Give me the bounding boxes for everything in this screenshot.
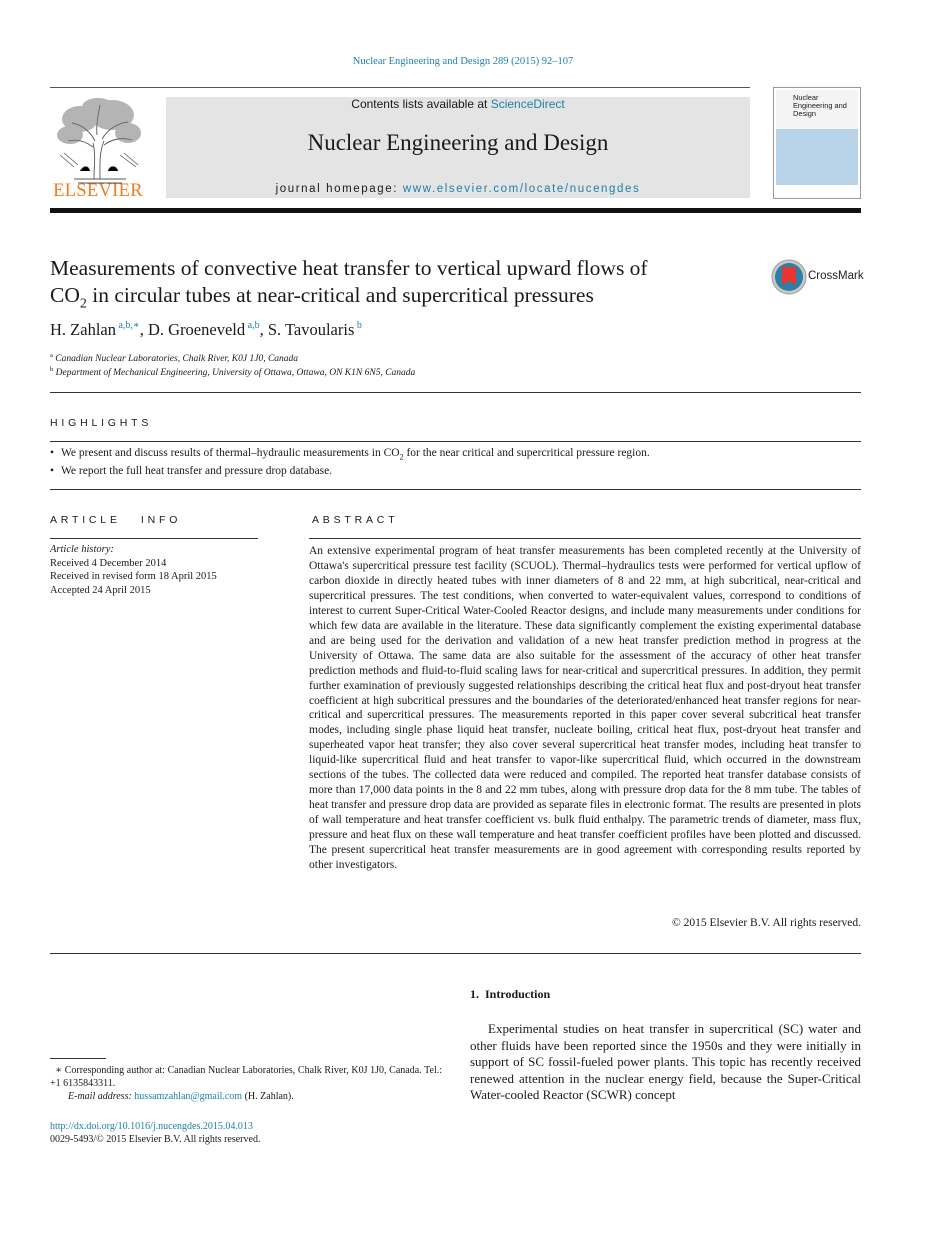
- affiliation-text: Department of Mechanical Engineering, University of Ottawa, Ottawa, ON K1N 6N5, Canada: [55, 368, 416, 378]
- divider: [50, 489, 861, 490]
- author-affiliation-marks[interactable]: b: [356, 320, 362, 331]
- footnote-marker: ∗: [55, 1065, 63, 1076]
- introduction-heading: 1. Introduction: [470, 987, 551, 1001]
- author-name: S. Tavoularis: [267, 320, 355, 339]
- cover-footer-band: [776, 186, 858, 196]
- abstract-copyright: © 2015 Elsevier B.V. All rights reserved.: [672, 917, 861, 929]
- corresponding-author-footnote: [50, 1064, 442, 1090]
- footnote-rule: [50, 1058, 106, 1059]
- contents-available-line: [166, 97, 750, 111]
- author-list: H. Zahlan $^{a,b,∗}$, D. Groeneveld $^{a,b}$, S. Tavoularis $^b$: [50, 320, 362, 339]
- divider: [50, 392, 861, 393]
- masthead-top-rule: [50, 87, 750, 88]
- divider: [50, 538, 258, 539]
- affiliation-b: [50, 366, 415, 378]
- abstract-body: An extensive experimental program of heat transfer measurements has been completed recently at the University of Ottawa's supercritical pressure test facility (SCUOL). Thermal–hydraulics tests were performed for vertical upflow of carbon dioxide in directly heated tubes with inner diameters of 8 and 22 mm, at high subcritical, near-critical and supercritical pressures. The test conditions, when converted to water-equivalent values, correspond to conditions of interest to current Super-Critical Water-Cooled Reactor designs, and include many measurements under conditions for which few data are available in the literature. These data significantly complement the existing experimental database and are being used for the derivation and validation of a new heat transfer prediction method in progress at the University of Ottawa. The same data are also suitable for the assessment of the accuracy of other heat transfer prediction methods and fluid-to-fluid scaling laws for near-critical and supercritical pressures. In addition, they permit further examination of previously suggested relationships describing the critical heat flux and post-dryout heat transfer coefficient at high subcritical pressures and the boundaries of the deteriorated/enhanced heat transfer regions for near-critical and supercritical pressures. The measurements reported in this paper cover several subcritical heat transfer modes, including single phase liquid heat transfer, nucleate boiling, critical heat flux, post-dryout heat transfer and superheated vapor heat transfer; they also cover several supercritical heat transfer modes, including heat transfer to liquid-like supercritical fluid and heat transfer to vapor-like supercritical fluid, which occurred in the downstream sections of the tubes. The collected data were reduced and compiled. The reported heat transfer database consists of more than 17,000 data points in the 8 and 22 mm tubes, along with pressure drop data for the 8 mm tube. The tables of heat transfer and pressure drop data are provided as separate files in electronic format. The results are presented in plots of wall temperature and heat transfer coefficient vs. bulk fluid enthalpy. The parametric trends of diameter, mass flux, pressure and heat flux on these wall temperature and heat transfer coefficient profiles have been plotted and discussed. The present supercritical heat transfer measurements are in good agreement with corresponding results reported by other investigators.: [309, 545, 861, 872]
- cover-image-area: [776, 129, 858, 185]
- history-received: Received 4 December 2014: [50, 557, 167, 569]
- author-affiliation-marks[interactable]: a,b: [247, 320, 260, 331]
- crossmark-label[interactable]: CrossMark: [808, 270, 864, 282]
- contents-prefix: Contents lists available at: [351, 97, 491, 111]
- affiliation-mark: a: [50, 352, 53, 359]
- article-history: [50, 543, 258, 597]
- highlights-list: [50, 446, 861, 479]
- history-accepted: Accepted 24 April 2015: [50, 584, 151, 596]
- running-head-citation[interactable]: Nuclear Engineering and Design 289 (2015) 92–107: [352, 56, 574, 67]
- title-co2-subscript: 2: [79, 296, 87, 312]
- homepage-prefix: journal homepage:: [275, 183, 403, 195]
- history-revised: Received in revised form 18 April 2015: [50, 571, 217, 582]
- divider: [50, 953, 861, 954]
- affiliation-mark: b: [50, 366, 54, 373]
- paper-title: [50, 255, 760, 317]
- affiliation-text: Canadian Nuclear Laboratories, Chalk River, K0J 1J0, Canada: [55, 354, 299, 364]
- journal-homepage-line: [166, 183, 750, 195]
- email-label: E-mail address:: [68, 1091, 135, 1102]
- journal-homepage-link[interactable]: www.elsevier.com/locate/nucengdes: [402, 183, 641, 195]
- affiliation-a: [50, 352, 298, 364]
- divider: [309, 538, 861, 539]
- email-footnote: [68, 1091, 294, 1102]
- divider: [50, 441, 861, 442]
- doi-link[interactable]: http://dx.doi.org/10.1016/j.nucengdes.2015.04.013: [50, 1121, 253, 1132]
- doi-block: [50, 1120, 260, 1146]
- introduction-body: Experimental studies on heat transfer in supercritical (SC) water and other fluids have been reported since the 1950s and they were initially in support of SC fossil-fueled power plants. This topic has recently received renewed attention in the nuclear energy field, because the Super-Critical Water-cooled Reactor (SCWR) concept: [470, 1021, 861, 1103]
- author-affiliation-marks[interactable]: a,b,∗: [118, 320, 140, 331]
- article-info-heading: ARTICLE INFO: [50, 514, 182, 526]
- highlight-item: • We present and discuss results of thermal–hydraulic measurements in $CO_2$ for the near critical and supercritical pressure region.: [50, 446, 861, 464]
- cover-title: Nuclear Engineering and Design: [793, 93, 847, 118]
- issn-copyright: 0029-5493/© 2015 Elsevier B.V. All rights reserved.: [50, 1134, 261, 1146]
- footnote-text: Corresponding author at: Canadian Nuclear Laboratories, Chalk River, K0J 1J0, Canada. Tel.: +1 6135843311.: [50, 1065, 442, 1090]
- author-email-link[interactable]: hussamzahlan@gmail.com: [134, 1091, 243, 1102]
- elsevier-wordmark[interactable]: ELSEVIER: [53, 181, 143, 201]
- highlight-item: • We report the full heat transfer and pressure drop database.: [50, 464, 861, 479]
- email-suffix: (H. Zahlan).: [242, 1091, 294, 1102]
- title-line-2: in circular tubes at near-critical and supercritical pressures: [86, 283, 594, 307]
- history-label: Article history:: [50, 544, 114, 555]
- highlights-heading: HIGHLIGHTS: [50, 417, 153, 429]
- title-co: CO: [50, 283, 80, 307]
- abstract-heading: ABSTRACT: [312, 514, 399, 526]
- author-name: H. Zahlan: [50, 320, 116, 339]
- author-name: D. Groeneveld: [147, 320, 246, 339]
- sciencedirect-link[interactable]: ScienceDirect: [490, 97, 565, 111]
- masthead-bottom-thick-rule: [50, 208, 861, 213]
- journal-cover-thumbnail[interactable]: [773, 87, 861, 199]
- journal-title: Nuclear Engineering and Design: [307, 130, 609, 155]
- title-line-1: Measurements of convective heat transfer to vertical upward flows of: [50, 256, 648, 280]
